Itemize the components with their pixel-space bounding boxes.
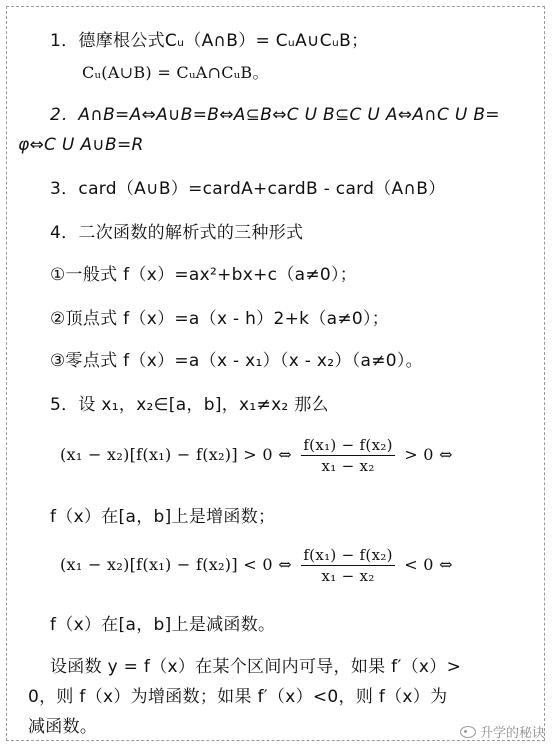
formula-decreasing-left: (x₁ − x₂)[f(x₁) − f(x₂)] < 0 ⇔ [60, 555, 292, 574]
fraction-numerator: f(x₁) − f(x₂) [303, 546, 393, 564]
item-5-decreasing: f（x）在[a，b]上是减函数。 [50, 615, 276, 635]
watermark-text: 升学的秘诀 [479, 726, 545, 741]
derivative-line-1: 设函数 y = f（x）在某个区间内可导，如果 f′（x）> [50, 657, 462, 677]
item-5-increasing: f（x）在[a，b]上是增函数； [50, 507, 276, 527]
formula-decreasing-fraction [301, 545, 394, 586]
fraction-denominator: x₁ − x₂ [321, 567, 375, 585]
item-5-heading: 5．设 x₁，x₂∈[a，b]，x₁≠x₂ 那么 [50, 395, 329, 415]
derivative-line-2: 0，则 f（x）为增函数；如果 f′（x）<0，则 f（x）为 [28, 687, 448, 707]
item-4-heading: 4．二次函数的解析式的三种形式 [50, 223, 304, 243]
wechat-icon [460, 726, 476, 738]
formula-increasing-left: (x₁ − x₂)[f(x₁) − f(x₂)] > 0 ⇔ [60, 445, 292, 464]
derivative-line-3: 减函数。 [28, 717, 98, 737]
item-1-formula: Cᵤ(A∪B) = CᵤA∩CᵤB。 [82, 63, 269, 82]
fraction-denominator: x₁ − x₂ [321, 457, 375, 475]
item-4-general-form: ①一般式 f（x）=ax²+bx+c（a≠0）； [50, 265, 358, 285]
watermark [460, 722, 545, 741]
item-3-card: 3．card（A∪B）=cardA+cardB - card（A∩B） [50, 179, 446, 199]
formula-decreasing-right: < 0 ⇔ [404, 555, 453, 574]
item-2-line-2: φ⇔C U A∪B=R [18, 135, 144, 155]
formula-increasing-right: > 0 ⇔ [404, 445, 453, 464]
formula-decreasing [60, 542, 453, 588]
item-2-line-1: 2．A∩B=A⇔A∪B=B⇔A⊆B⇔C U B⊆C U A⇔A∩C U B= [50, 105, 500, 125]
formula-increasing-fraction [301, 435, 394, 476]
fraction-numerator: f(x₁) − f(x₂) [303, 436, 393, 454]
item-4-vertex-form: ②顶点式 f（x）=a（x - h）2+k（a≠0）； [50, 309, 390, 329]
formula-increasing [60, 432, 453, 478]
item-1-de-morgan: 1．德摩根公式Cᵤ（A∩B）= CᵤA∪CᵤB； [50, 31, 369, 51]
item-4-zero-form: ③零点式 f（x）=a（x - x₁）（x - x₂）（a≠0）。 [50, 351, 423, 371]
